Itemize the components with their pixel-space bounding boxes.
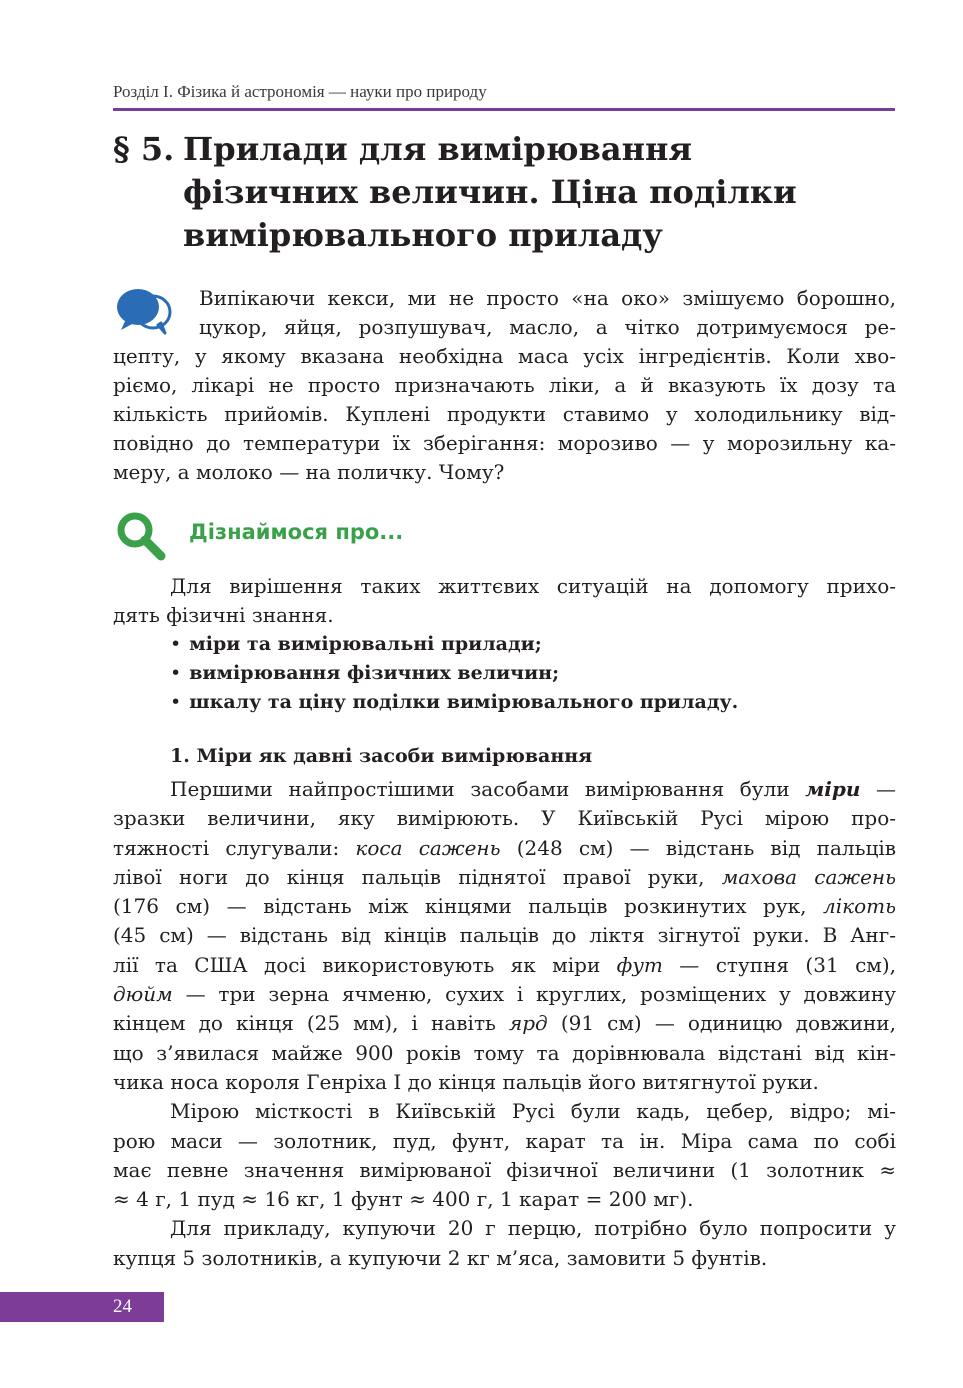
bullet-text: міри та вимірювальні прилади;: [189, 633, 542, 655]
bullet-mark: •: [170, 662, 182, 684]
text-run: (248 см) — відстань від пальців: [500, 835, 896, 860]
text-run: — ступня (31 см),: [662, 952, 896, 977]
body-line: [113, 951, 896, 980]
learn-line: дять фізичні знання.: [113, 603, 334, 627]
term: лікоть: [823, 894, 896, 919]
text-run: лівої ноги до кінця пальців піднятої правої руки,: [113, 864, 722, 889]
body-line: [113, 775, 896, 804]
intro-line: меру, а молоко — на поличку. Чому?: [113, 460, 505, 484]
bullet-mark: •: [170, 691, 182, 713]
body-line: ≈ 4 г, 1 пуд ≈ 16 кг, 1 фунт ≈ 400 г, 1 карат = 200 мг).: [113, 1187, 694, 1212]
title-line: Прилади для вимірювання: [183, 130, 693, 168]
body-line: чика носа короля Генріха I до кінця пальців його витягнутої руки.: [113, 1069, 819, 1094]
body-line: [113, 834, 896, 863]
learn-paragraph: [113, 572, 896, 630]
intro-line: цепту, у якому вказана необхідна маса усіх інгредієнтів. Коли хво-: [113, 344, 896, 368]
body-line: (45 см) — відстань від кінців пальців до ліктя зігнутої руки. В Анг-: [113, 923, 896, 948]
section-number: § 5.: [113, 130, 175, 168]
title-line: вимірювального приладу: [183, 216, 663, 254]
intro-line: Випікаючи кекси, ми не просто «на око» змішуємо борошно,: [199, 286, 896, 310]
term: махова сажень: [721, 864, 896, 889]
chapter-title: Розділ I. Фізика й астрономія — науки про природу: [113, 82, 487, 101]
intro-line: цукор, яйця, розпушувач, масло, а чітко дотримуємося ре-: [199, 315, 896, 339]
term: міри: [805, 777, 861, 801]
intro-line: повідно до температури їх зберігання: морозиво — у морозильну ка-: [113, 431, 896, 455]
intro-line: ріємо, лікарі не просто призначають ліки, а й вказують їх дозу та: [113, 373, 896, 397]
term: дюйм: [113, 982, 173, 1007]
body-line: Мірою місткості в Київській Русі були кадь, цебер, відро; мі-: [170, 1099, 896, 1124]
body-line: [113, 892, 896, 921]
text-run: — три зерна ячменю, сухих і круглих, розміщених у довжину: [172, 982, 896, 1007]
body-line: що з’явилася майже 900 років тому та дорівнювала відстані від кін-: [113, 1040, 896, 1065]
text-run: Першими найпростішими засобами вимірювання були: [170, 777, 806, 801]
term: коса сажень: [355, 835, 501, 860]
text-run: (176 см) — відстань між кінцями пальців розкинутих рук,: [113, 894, 824, 919]
intro-paragraph: [113, 284, 896, 487]
bullet-text: вимірювання фізичних величин;: [189, 662, 560, 684]
list-item: [170, 688, 738, 717]
term: фут: [616, 952, 663, 977]
body-line: Для прикладу, купуючи 20 г перцю, потрібно було попросити у: [170, 1216, 896, 1241]
subsection-heading: 1. Міри як давні засоби вимірювання: [170, 745, 593, 767]
text-run: (91 см) — одиницю довжини,: [547, 1011, 896, 1036]
magnifier-icon: [115, 510, 167, 562]
body-line: має певне значення вимірюваної фізичної величини (1 золотник ≈: [113, 1157, 896, 1182]
body-line: купця 5 золотників, а купуючи 2 кг м’яса, замовити 5 фунтів.: [113, 1245, 768, 1270]
text-run: кінцем до кінця (25 мм), і навіть: [113, 1011, 509, 1036]
section-title: [113, 128, 903, 257]
learn-line: Для вирішення таких життєвих ситуацій на допомогу прихо-: [170, 574, 896, 598]
text-run: лії та США досі використовують як міри: [113, 952, 617, 977]
subsection-body: [113, 775, 896, 1273]
list-item: [170, 659, 738, 688]
body-line: зразки величини, яку вимірюють. У Київській Русі мірою про-: [113, 806, 896, 831]
page-number-bar: [0, 1292, 164, 1322]
learn-bullet-list: [170, 630, 738, 717]
section-title-text: [183, 128, 797, 257]
list-item: [170, 630, 738, 659]
body-line: рою маси — золотник, пуд, фунт, карат та ін. Міра сама по собі: [113, 1128, 896, 1153]
text-run: тяжності слугували:: [113, 835, 356, 860]
bullet-mark: •: [170, 633, 182, 655]
bullet-text: шкалу та ціну поділки вимірювального приладу.: [189, 691, 739, 713]
text-run: —: [860, 777, 896, 801]
learn-heading: Дізнаймося про...: [189, 520, 404, 544]
title-line: фізичних величин. Ціна поділки: [183, 173, 797, 211]
term: ярд: [509, 1011, 548, 1036]
body-line: [113, 980, 896, 1009]
body-line: [113, 863, 896, 892]
intro-line: кількість прийомів. Куплені продукти ставимо у холодильнику від-: [113, 402, 896, 426]
chapter-header: [113, 80, 895, 111]
page-number: 24: [113, 1296, 132, 1317]
body-line: [113, 1009, 896, 1038]
